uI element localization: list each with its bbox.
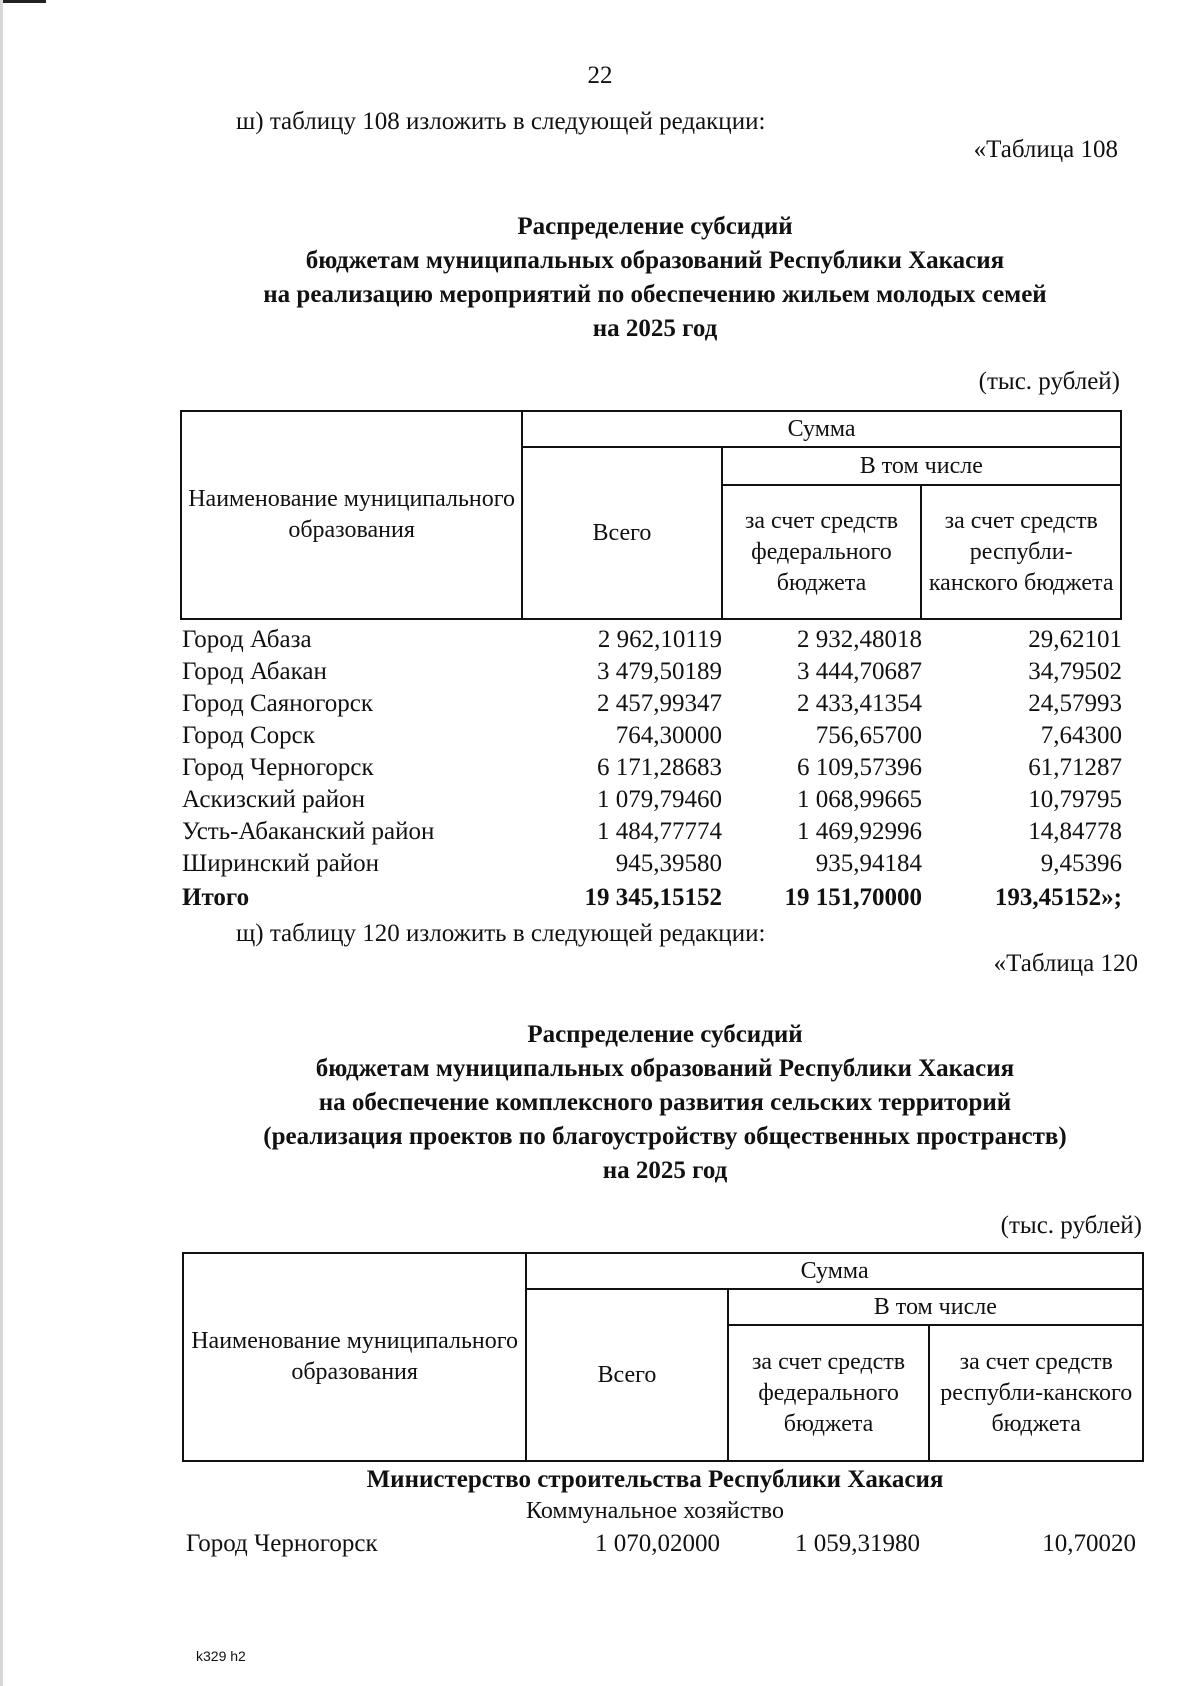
header-republican: за счет средств республи-канского бюджета <box>921 485 1121 619</box>
row-total: 764,30000 <box>615 722 722 749</box>
row-federal: 2 433,41354 <box>797 690 922 717</box>
row-total: 1 079,79460 <box>597 786 722 813</box>
row-federal: 1 068,99665 <box>797 786 922 813</box>
totals-total: 19 345,15152 <box>584 884 722 911</box>
instruction-shch: щ) таблицу 120 изложить в следующей редакции: <box>236 920 766 947</box>
row-republican: 9,45396 <box>1040 850 1122 877</box>
header-name: Наименование муниципального образования <box>183 1253 526 1461</box>
units-label: (тыс. рублей) <box>1000 1212 1142 1239</box>
header-sum: Сумма <box>526 1253 1143 1289</box>
row-total: 1 070,02000 <box>595 1530 720 1557</box>
footer-code: k329 h2 <box>196 1648 246 1664</box>
row-republican: 14,84778 <box>1028 818 1122 845</box>
header-republican: за счет средств республи-канского бюджета <box>929 1325 1143 1461</box>
row-republican: 10,70020 <box>1042 1530 1136 1557</box>
row-name: Город Абаза <box>182 626 312 653</box>
totals-republican <box>995 884 1122 912</box>
row-republican: 24,57993 <box>1028 690 1122 717</box>
row-republican: 7,64300 <box>1040 722 1122 749</box>
subsection-heading: Коммунальное хозяйство <box>526 1498 784 1524</box>
row-total: 2 962,10119 <box>597 626 722 653</box>
title-line: на обеспечение комплексного развития сельских территорий <box>318 1089 1012 1116</box>
row-republican: 10,79795 <box>1028 786 1122 813</box>
page-number: 22 <box>587 62 613 89</box>
scan-corner-mark <box>0 0 46 3</box>
ministry-heading: Министерство строительства Республики Хакасия <box>366 1466 944 1493</box>
row-name: Город Саяногорск <box>182 690 374 717</box>
row-name: Город Сорск <box>182 722 315 749</box>
header-federal: за счет средств федерального бюджета <box>728 1325 930 1461</box>
scan-edge <box>0 0 3 1686</box>
header-including: В том числе <box>722 447 1121 485</box>
units-label: (тыс. рублей) <box>978 368 1120 395</box>
row-name: Аскизский район <box>182 786 366 813</box>
row-total: 2 457,99347 <box>597 690 722 717</box>
header-including: В том числе <box>728 1289 1143 1325</box>
row-federal: 935,94184 <box>815 850 922 877</box>
row-federal: 6 109,57396 <box>797 754 922 781</box>
row-name: Усть-Абаканский район <box>182 818 435 845</box>
totals-federal: 19 151,70000 <box>784 884 922 911</box>
table-120-ref: «Таблица 120 <box>993 950 1138 977</box>
header-federal: за счет средств федерального бюджета <box>722 485 922 619</box>
totals-republican-value: 193,45152 <box>994 884 1102 911</box>
header-total: Всего <box>522 447 721 619</box>
title-line: на реализацию мероприятий по обеспечению жильем молодых семей <box>263 281 1047 308</box>
title-line: бюджетам муниципальных образований Республики Хакасия <box>315 1055 1015 1082</box>
header-name: Наименование муниципального образования <box>181 411 522 619</box>
title-line: на 2025 год <box>592 315 718 342</box>
table-108-ref: «Таблица 108 <box>973 136 1118 163</box>
row-name: Ширинский район <box>182 850 379 877</box>
title-line: бюджетам муниципальных образований Республики Хакасия <box>305 247 1005 274</box>
row-name: Город Абакан <box>182 658 327 685</box>
row-total: 1 484,77774 <box>597 818 722 845</box>
table-108-header <box>180 410 1122 620</box>
header-total: Всего <box>526 1289 727 1461</box>
row-federal: 1 059,31980 <box>795 1530 920 1557</box>
title-line: Распределение субсидий <box>527 1021 803 1048</box>
table-108-title <box>180 210 1130 346</box>
table-120-header <box>182 1252 1144 1462</box>
row-republican: 29,62101 <box>1028 626 1122 653</box>
row-total: 945,39580 <box>615 850 722 877</box>
header-sum: Сумма <box>522 411 1121 447</box>
row-federal: 1 469,92996 <box>797 818 922 845</box>
row-federal: 2 932,48018 <box>797 626 922 653</box>
row-total: 6 171,28683 <box>597 754 722 781</box>
row-total: 3 479,50189 <box>597 658 722 685</box>
title-line: на 2025 год <box>602 1157 728 1184</box>
row-federal: 756,65700 <box>815 722 922 749</box>
row-republican: 34,79502 <box>1028 658 1122 685</box>
table-120-title <box>190 1018 1140 1188</box>
row-name: Город Черногорск <box>186 1530 378 1557</box>
title-line: Распределение субсидий <box>517 213 793 240</box>
row-name: Город Черногорск <box>182 754 374 781</box>
totals-name: Итого <box>182 884 250 911</box>
row-federal: 3 444,70687 <box>797 658 922 685</box>
row-republican: 61,71287 <box>1028 754 1122 781</box>
instruction-sh: ш) таблицу 108 изложить в следующей редакции: <box>236 108 766 135</box>
title-line: (реализация проектов по благоустройству общественных пространств) <box>263 1123 1067 1150</box>
quote-close: »; <box>1101 884 1122 911</box>
